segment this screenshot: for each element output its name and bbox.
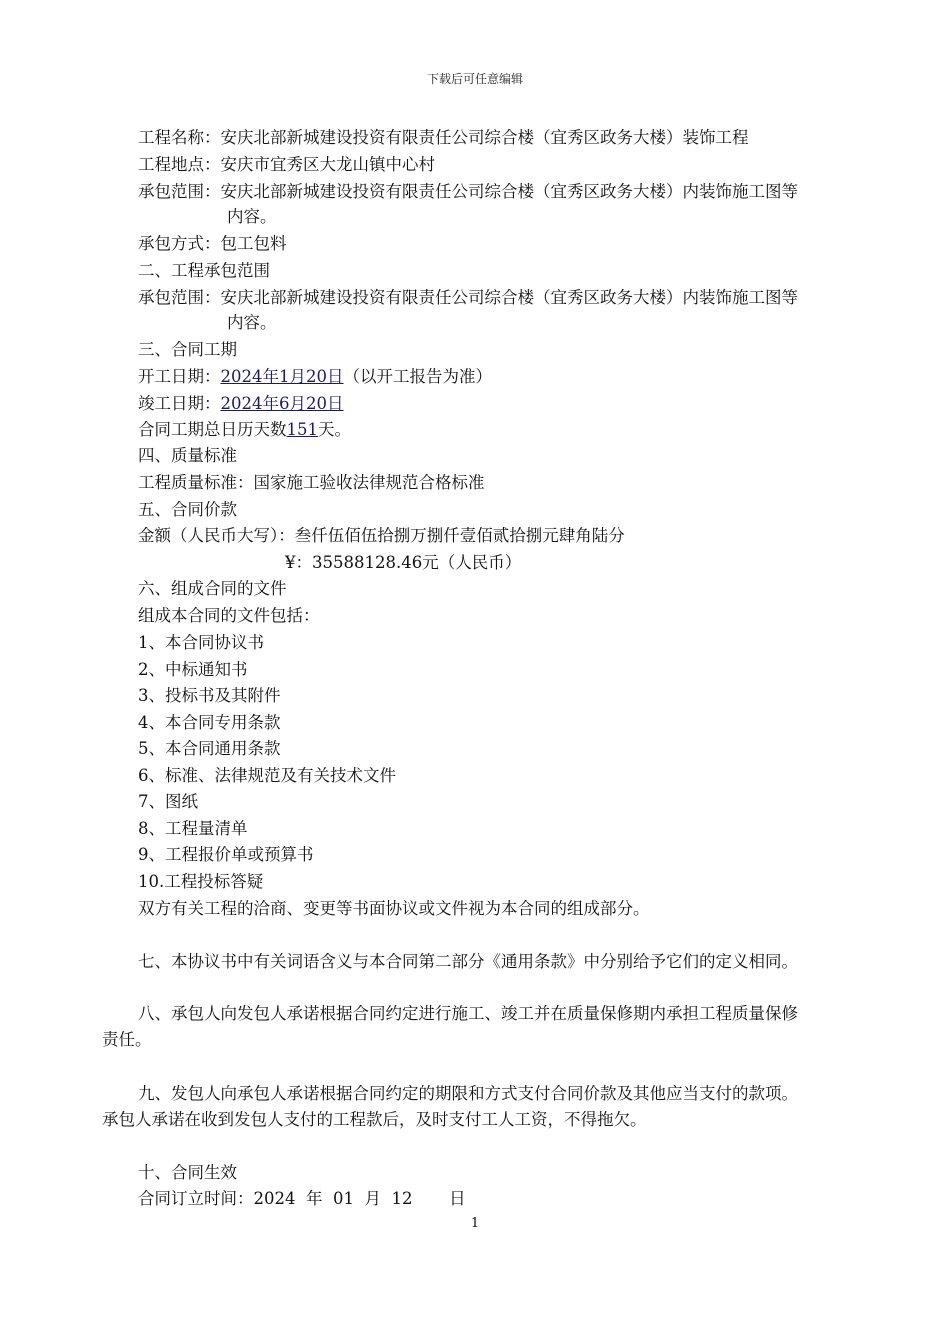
list-item: 9、工程报价单或预算书	[138, 845, 314, 864]
end-date: 2024年6月20日	[220, 394, 344, 413]
quality-standard: 工程质量标准：国家施工验收法律规范合格标准	[138, 473, 485, 492]
start-date-line: 开工日期：2024年1月20日（以开工报告为准）	[138, 367, 492, 386]
section9-line1: 九、发包人向承包人承诺根据合同约定的期限和方式支付合同价款及其他应当支付的款项。	[138, 1084, 798, 1103]
total-days: 151	[286, 420, 318, 439]
section6-closing: 双方有关工程的洽商、变更等书面协议或文件视为本合同的组成部分。	[138, 899, 650, 918]
start-date: 2024年1月20日	[220, 367, 344, 386]
project-name-line: 工程名称：安庆北部新城建设投资有限责任公司综合楼（宜秀区政务大楼）装饰工程	[138, 128, 749, 147]
project-method-line: 承包方式：包工包料	[138, 234, 287, 253]
project-scope-line: 承包范围：安庆北部新城建设投资有限责任公司综合楼（宜秀区政务大楼）内装饰施工图等	[138, 182, 798, 201]
end-date-line: 竣工日期：2024年6月20日	[138, 394, 344, 413]
section10-title: 十、合同生效	[138, 1163, 237, 1182]
list-item: 3、投标书及其附件	[138, 686, 281, 705]
list-item: 6、标准、法律规范及有关技术文件	[138, 766, 396, 785]
list-item: 7、图纸	[138, 792, 198, 811]
page-number: 1	[470, 1216, 480, 1231]
page-header: 下载后可任意编辑	[426, 72, 523, 86]
project-location-line: 工程地点：安庆市宜秀区大龙山镇中心村	[138, 155, 435, 174]
section2-title: 二、工程承包范围	[138, 261, 270, 280]
section5-title: 五、合同价款	[138, 500, 237, 519]
list-item: 8、工程量清单	[138, 819, 248, 838]
section3-title: 三、合同工期	[138, 340, 237, 359]
section7-text: 七、本协议书中有关词语含义与本合同第二部分《通用条款》中分别给予它们的定义相同。	[138, 952, 798, 971]
amount-number: ¥：35588128.46元（人民币）	[285, 553, 522, 572]
section6-intro: 组成本合同的文件包括：	[138, 606, 320, 625]
list-item: 2、中标通知书	[138, 660, 248, 679]
section6-title: 六、组成合同的文件	[138, 579, 287, 598]
list-item: 1、本合同协议书	[138, 633, 264, 652]
list-item: 10.工程投标答疑	[138, 872, 264, 891]
section9-line2: 承包人承诺在收到发包人支付的工程款后，及时支付工人工资，不得拖欠。	[102, 1110, 647, 1129]
section2-scope-cont: 内容。	[227, 313, 277, 332]
section8-line2: 责任。	[102, 1030, 152, 1049]
project-name: 安庆北部新城建设投资有限责任公司综合楼（宜秀区政务大楼）装饰工程	[220, 128, 749, 147]
section8-line1: 八、承包人向发包人承诺根据合同约定进行施工、竣工并在质量保修期内承担工程质量保修	[138, 1004, 798, 1023]
amount-words: 金额（人民币大写）：叁仟伍佰伍拾捌万捌仟壹佰贰拾捌元肆角陆分	[138, 526, 625, 545]
section4-title: 四、质量标准	[138, 446, 237, 465]
list-item: 4、本合同专用条款	[138, 713, 281, 732]
total-days-line: 合同工期总日历天数151天。	[138, 420, 351, 439]
list-item: 5、本合同通用条款	[138, 739, 281, 758]
sign-date-line: 合同订立时间：2024 年 01 月 12 日	[138, 1189, 466, 1208]
section2-scope-line: 承包范围：安庆北部新城建设投资有限责任公司综合楼（宜秀区政务大楼）内装饰施工图等	[138, 288, 798, 307]
project-scope-cont: 内容。	[227, 207, 277, 226]
